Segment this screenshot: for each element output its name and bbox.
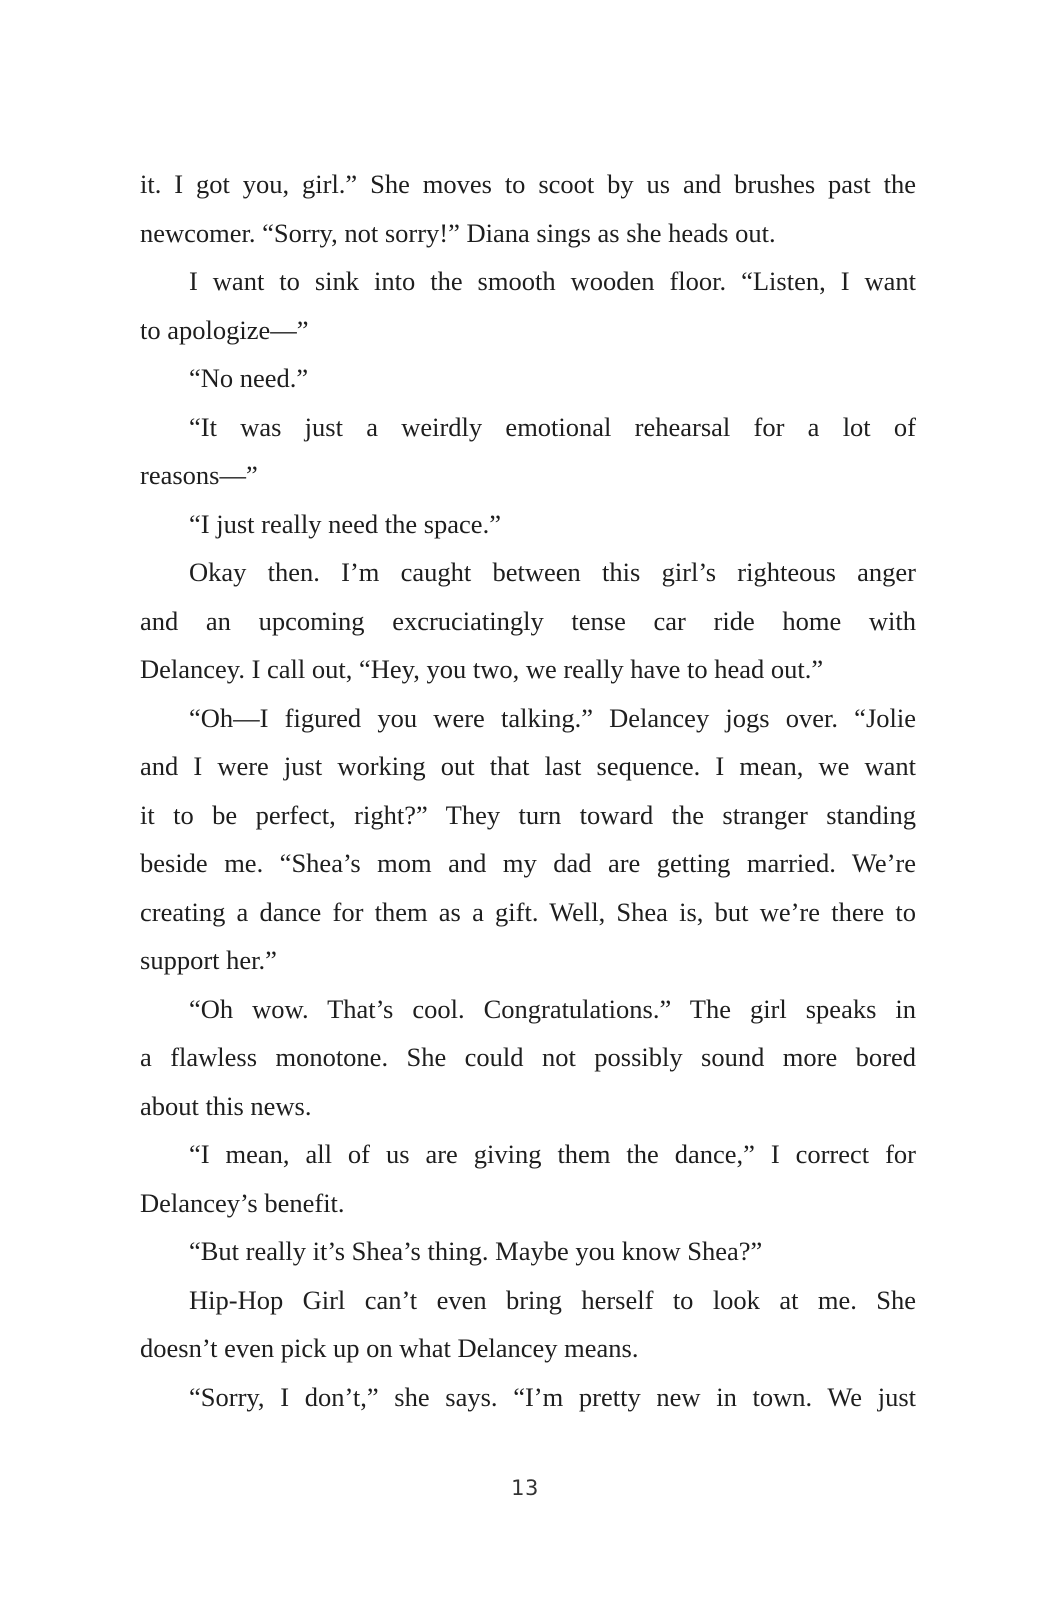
text-line: “I just really need the space.”	[189, 508, 501, 539]
page-number: 13	[511, 1476, 539, 1500]
text-line: it. I got you, girl.” She moves to scoot by us and brushes past the	[140, 169, 916, 199]
text-line: and an upcoming excruciatingly tense car ride home with	[140, 605, 916, 636]
text-line: newcomer. “Sorry, not sorry!” Diana sings as she heads out.	[140, 217, 776, 248]
text-line: I want to sink into the smooth wooden floor. “Listen, I want	[189, 266, 916, 296]
text-line: doesn’t even pick up on what Delancey means.	[140, 1333, 639, 1363]
text-line: Delancey. I call out, “Hey, you two, we really have to head out.”	[140, 654, 824, 684]
text-line: “Sorry, I don’t,” she says. “I’m pretty new in town. We just	[189, 1381, 916, 1412]
text-line: creating a dance for them as a gift. Well, Shea is, but we’re there to	[140, 896, 916, 927]
text-line: to apologize—”	[140, 314, 309, 345]
text-line: a flawless monotone. She could not possibly sound more bored	[140, 1042, 916, 1072]
text-line: beside me. “Shea’s mom and my dad are getting married. We’re	[140, 848, 916, 878]
text-line: support her.”	[140, 945, 277, 975]
body-text	[140, 160, 916, 1421]
text-line: “I mean, all of us are giving them the dance,” I correct for	[189, 1139, 916, 1169]
text-line: “Oh—I figured you were talking.” Delancey jogs over. “Jolie	[189, 702, 916, 733]
text-line: reasons—”	[140, 460, 258, 490]
text-line: Okay then. I’m caught between this girl’s righteous anger	[189, 557, 916, 587]
text-line: Hip-Hop Girl can’t even bring herself to look at me. She	[189, 1284, 916, 1315]
text-line: and I were just working out that last sequence. I mean, we want	[140, 751, 916, 781]
text-line: “It was just a weirdly emotional rehearsal for a lot of	[189, 411, 916, 442]
text-line: “But really it’s Shea’s thing. Maybe you know Shea?”	[189, 1236, 763, 1266]
text-line: “No need.”	[189, 363, 309, 393]
text-line: it to be perfect, right?” They turn toward the stranger standing	[140, 799, 916, 830]
text-line: “Oh wow. That’s cool. Congratulations.” The girl speaks in	[189, 993, 916, 1024]
text-line: about this news.	[140, 1090, 312, 1121]
text-line: Delancey’s benefit.	[140, 1187, 345, 1218]
